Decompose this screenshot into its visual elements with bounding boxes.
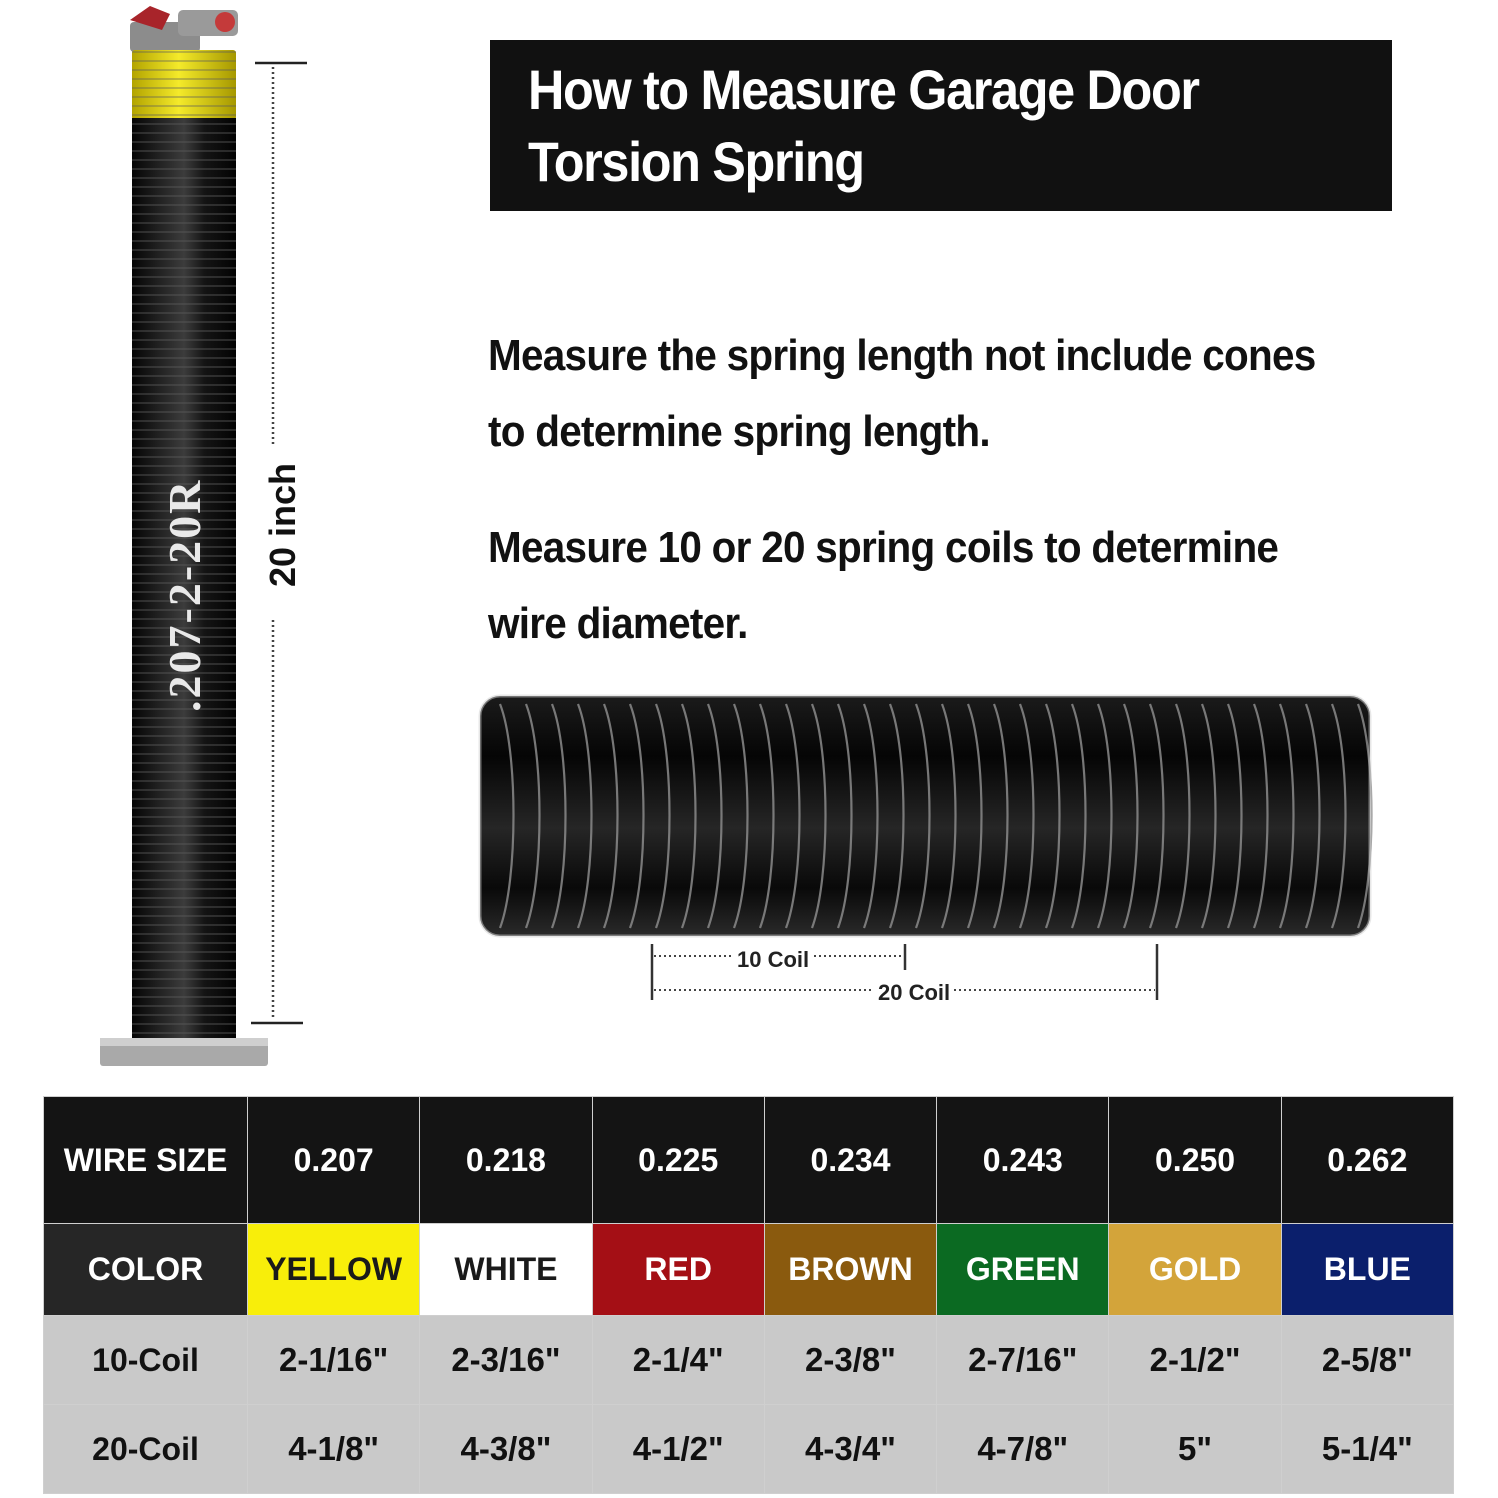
instruction-line: wire diameter. [488, 599, 748, 648]
twenty-coil-label: 20 Coil [874, 980, 954, 1006]
wire-size-cell: 0.262 [1281, 1097, 1453, 1224]
wire-size-cell: 0.234 [764, 1097, 936, 1224]
color-cell: YELLOW [248, 1224, 420, 1316]
wire-size-cell: 0.243 [937, 1097, 1109, 1224]
wire-size-cell: 0.207 [248, 1097, 420, 1224]
color-cell: BROWN [764, 1224, 936, 1316]
wire-size-cell: 0.225 [592, 1097, 764, 1224]
color-cell: WHITE [420, 1224, 592, 1316]
color-header: COLOR [44, 1224, 248, 1316]
ten-coil-cell: 2-1/4" [592, 1316, 764, 1405]
ten-coil-row [44, 1316, 1454, 1405]
twenty-coil-cell: 4-7/8" [937, 1405, 1109, 1494]
title-banner [490, 40, 1392, 211]
color-cell: GREEN [937, 1224, 1109, 1316]
twenty-coil-cell: 4-1/8" [248, 1405, 420, 1494]
ten-coil-header: 10-Coil [44, 1316, 248, 1405]
spring-imprint-text: .207-2-20R [159, 478, 210, 712]
wire-size-cell: 0.218 [420, 1097, 592, 1224]
instruction-wire-diameter [488, 510, 1448, 662]
color-cell: GOLD [1109, 1224, 1281, 1316]
coil-closeup-image [470, 690, 1380, 940]
twenty-coil-row [44, 1405, 1454, 1494]
page-title-line-1: How to Measure Garage Door [528, 58, 1199, 121]
twenty-coil-cell: 4-3/8" [420, 1405, 592, 1494]
wire-size-cell: 0.250 [1109, 1097, 1281, 1224]
wire-size-row [44, 1097, 1454, 1224]
color-cell: BLUE [1281, 1224, 1453, 1316]
instruction-line: Measure the spring length not include cones [488, 331, 1316, 380]
twenty-coil-header: 20-Coil [44, 1405, 248, 1494]
instruction-line: Measure 10 or 20 spring coils to determine [488, 523, 1279, 572]
twenty-coil-cell: 4-1/2" [592, 1405, 764, 1494]
ten-coil-cell: 2-1/2" [1109, 1316, 1281, 1405]
ten-coil-cell: 2-7/16" [937, 1316, 1109, 1405]
ten-coil-cell: 2-1/16" [248, 1316, 420, 1405]
twenty-coil-cell: 4-3/4" [764, 1405, 936, 1494]
color-cell: RED [592, 1224, 764, 1316]
instruction-spring-length [488, 318, 1448, 470]
ten-coil-label: 10 Coil [733, 947, 813, 973]
ten-coil-cell: 2-3/8" [764, 1316, 936, 1405]
twenty-coil-cell: 5-1/4" [1281, 1405, 1453, 1494]
wire-size-table [43, 1096, 1454, 1494]
page-title-line-2: Torsion Spring [528, 130, 864, 193]
wire-size-header: WIRE SIZE [44, 1097, 248, 1224]
color-row [44, 1224, 1454, 1316]
ten-coil-cell: 2-5/8" [1281, 1316, 1453, 1405]
ten-coil-cell: 2-3/16" [420, 1316, 592, 1405]
instruction-line: to determine spring length. [488, 407, 990, 456]
twenty-coil-cell: 5" [1109, 1405, 1281, 1494]
spring-length-label: 20 inch [262, 462, 303, 588]
